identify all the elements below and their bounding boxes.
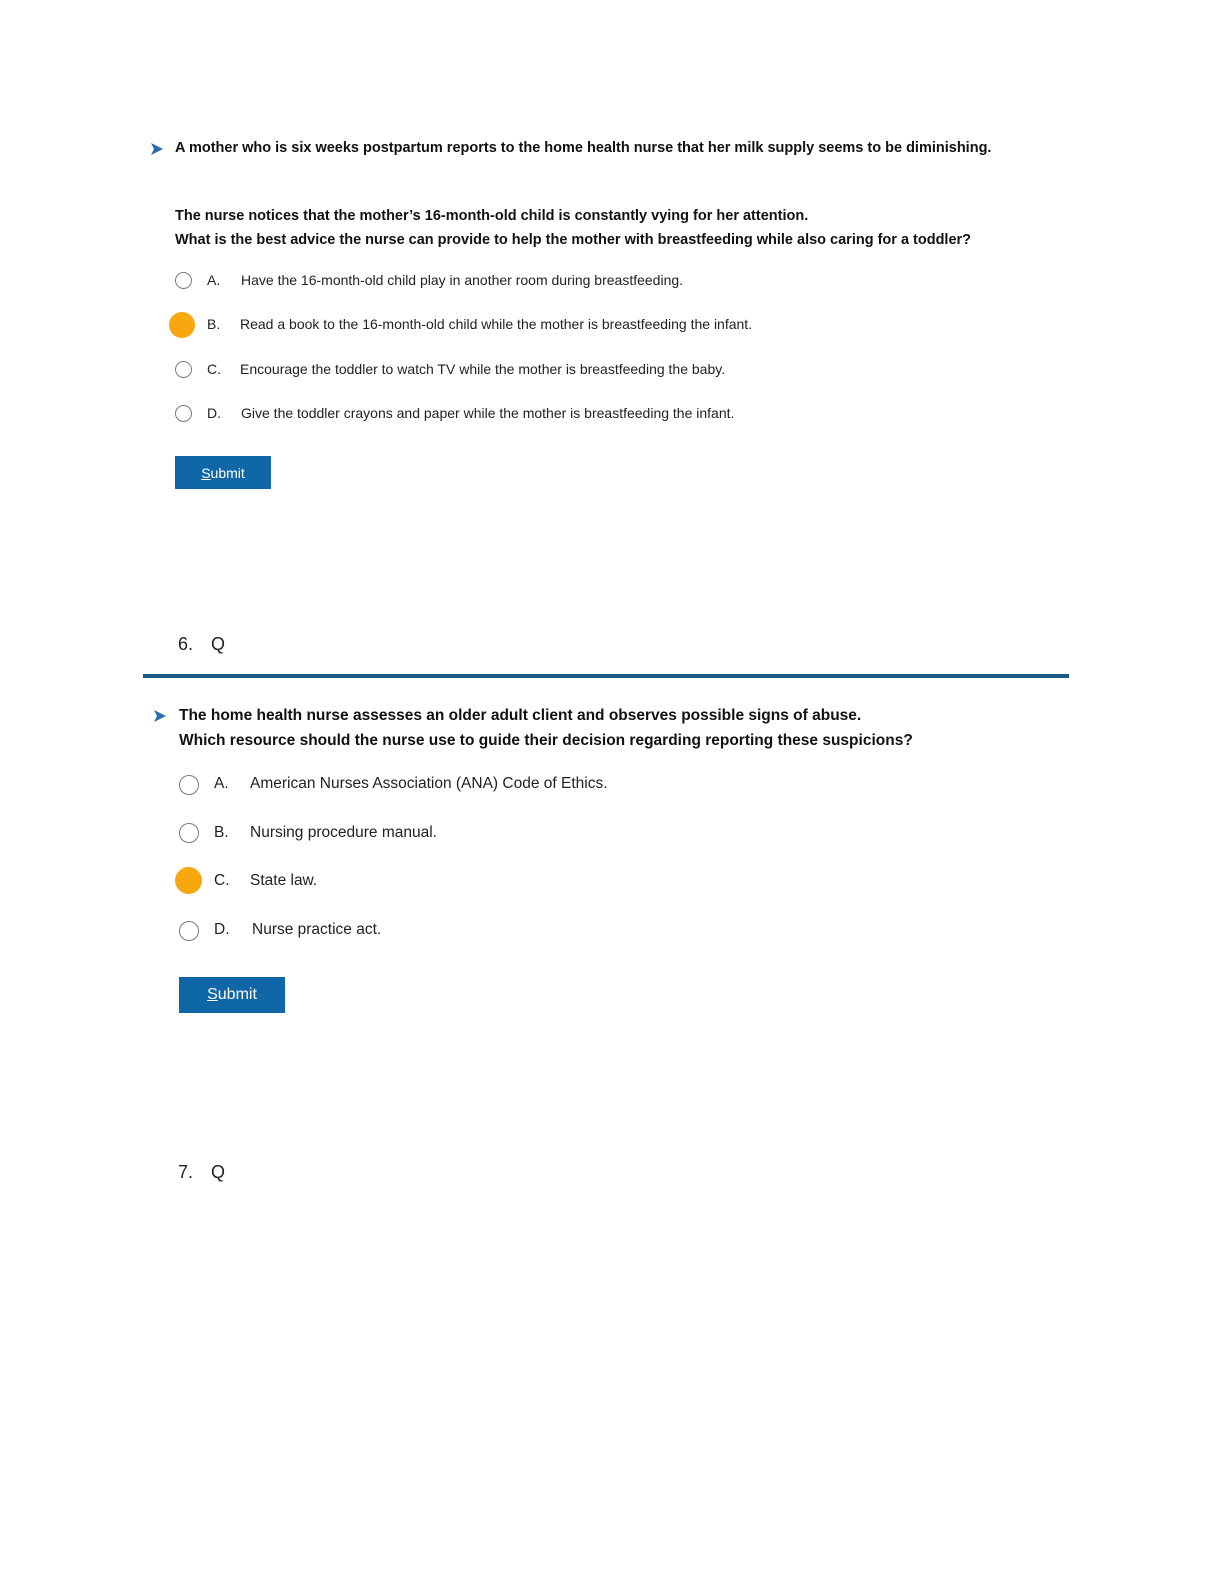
submit-mnemonic: S — [207, 986, 218, 1003]
option-text[interactable]: Have the 16-month-old child play in another room during breastfeeding. — [241, 272, 684, 288]
option-letter: B. — [207, 316, 221, 332]
option-text[interactable]: Read a book to the 16-month-old child while the mother is breastfeeding the infant. — [240, 316, 753, 332]
question-context: The nurse notices that the mother’s 16-month-old child is constantly vying for her attention. — [175, 208, 809, 224]
option-letter: D. — [207, 405, 221, 421]
option-text[interactable]: American Nurses Association (ANA) Code of Ethics. — [250, 775, 608, 792]
submit-label: ubmit — [217, 986, 257, 1003]
option-letter: C. — [207, 361, 221, 377]
section-divider — [143, 674, 1069, 678]
radio-option-a[interactable] — [175, 272, 192, 289]
arrow-bullet-icon — [150, 142, 164, 156]
question-number: 7. Q — [178, 1162, 226, 1182]
option-letter: D. — [214, 921, 230, 938]
question-lead: A mother who is six weeks postpartum reports to the home health nurse that her milk supply seems to be diminishing. — [175, 140, 992, 156]
option-letter: A. — [207, 272, 221, 288]
submit-label: ubmit — [210, 464, 245, 481]
radio-option-b[interactable] — [179, 823, 199, 843]
option-letter: A. — [214, 775, 229, 792]
radio-option-a[interactable] — [179, 775, 199, 795]
arrow-bullet-icon — [153, 709, 167, 723]
radio-option-d[interactable] — [179, 921, 199, 941]
radio-option-c[interactable] — [175, 361, 192, 378]
radio-option-b-selected[interactable] — [169, 312, 195, 338]
question-number: 6. Q — [178, 634, 226, 654]
option-text[interactable]: State law. — [250, 872, 318, 889]
radio-option-d[interactable] — [175, 405, 192, 422]
option-letter: B. — [214, 824, 229, 841]
question-prompt: Which resource should the nurse use to guide their decision regarding reporting these suspicions? — [179, 732, 913, 749]
question-prompt: What is the best advice the nurse can provide to help the mother with breastfeeding while also caring for a toddler? — [175, 232, 972, 248]
option-text[interactable]: Nurse practice act. — [252, 921, 382, 938]
radio-option-c-selected[interactable] — [175, 867, 202, 894]
submit-mnemonic: S — [201, 464, 211, 481]
question-lead: The home health nurse assesses an older adult client and observes possible signs of abuse. — [179, 707, 862, 724]
option-text[interactable]: Give the toddler crayons and paper while the mother is breastfeeding the infant. — [241, 405, 735, 421]
option-text[interactable]: Nursing procedure manual. — [250, 824, 437, 841]
option-letter: C. — [214, 872, 230, 889]
submit-button[interactable] — [179, 977, 285, 1013]
option-text[interactable]: Encourage the toddler to watch TV while the mother is breastfeeding the baby. — [240, 361, 726, 377]
submit-button[interactable] — [175, 456, 271, 489]
